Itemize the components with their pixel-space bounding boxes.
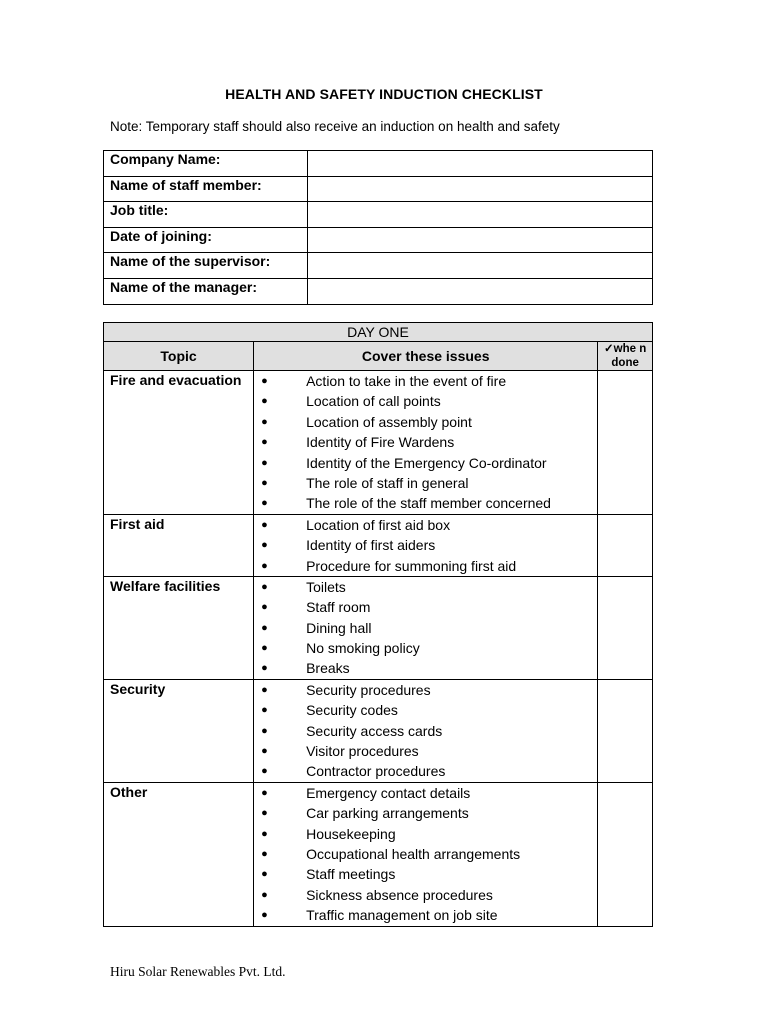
info-row (104, 227, 653, 253)
bullet-icon: ● (261, 909, 268, 922)
issues-list (254, 515, 597, 576)
bullet-icon: ● (261, 662, 268, 675)
issue-list-item (254, 761, 597, 781)
issues-list (254, 783, 597, 926)
done-checkbox-cell[interactable] (598, 679, 653, 782)
info-label: Name of the manager: (104, 278, 308, 304)
issue-text: The role of staff in general (306, 474, 469, 491)
issues-column-header: Cover these issues (254, 342, 598, 371)
info-value-field[interactable] (308, 253, 653, 279)
bullet-icon: ● (261, 807, 268, 820)
induction-note: Note: Temporary staff should also receive an induction on health and safety (110, 119, 560, 134)
staff-info-table (103, 150, 653, 305)
issue-text: Breaks (306, 660, 350, 677)
issue-text: Location of first aid box (306, 516, 451, 533)
issue-list-item (254, 700, 597, 720)
issue-text: Action to take in the event of fire (306, 373, 507, 389)
bullet-icon: ● (261, 518, 268, 531)
issue-text: Security access cards (306, 722, 443, 739)
done-checkbox-cell[interactable] (598, 782, 653, 926)
info-value-field[interactable] (308, 202, 653, 228)
info-row (104, 202, 653, 228)
issue-text: Sickness absence procedures (306, 886, 493, 903)
issue-list-item (254, 885, 597, 905)
info-row (104, 176, 653, 202)
section-issues (254, 782, 598, 926)
issue-text: Occupational health arrangements (306, 845, 521, 862)
bullet-icon: ● (261, 580, 268, 593)
issue-text: Visitor procedures (306, 743, 419, 760)
bullet-icon: ● (261, 847, 268, 860)
issue-text: Security procedures (306, 681, 431, 698)
bullet-icon: ● (261, 642, 268, 655)
issue-list-item (254, 824, 597, 844)
bullet-icon: ● (261, 888, 268, 901)
issue-text: The role of the staff member concerned (306, 495, 551, 512)
bullet-icon: ● (261, 456, 268, 469)
info-label: Company Name: (104, 151, 308, 177)
info-row (104, 278, 653, 304)
issue-list-item (254, 721, 597, 741)
issue-list-item (254, 493, 597, 513)
bullet-icon: ● (261, 436, 268, 449)
issue-list-item (254, 371, 597, 391)
day-one-checklist-table (103, 322, 653, 927)
bullet-icon: ● (261, 476, 268, 489)
info-value-field[interactable] (308, 227, 653, 253)
issue-text: Location of assembly point (306, 413, 472, 430)
section-topic: Welfare facilities (104, 576, 254, 679)
info-value-field[interactable] (308, 278, 653, 304)
issue-text: Traffic management on job site (306, 907, 498, 924)
checklist-section-row (104, 514, 653, 576)
done-column-header: ✓whe n done (598, 342, 653, 371)
topic-column-header: Topic (104, 342, 254, 371)
bullet-icon: ● (261, 559, 268, 572)
issue-list-item (254, 803, 597, 823)
section-issues (254, 371, 598, 515)
checklist-section-row (104, 576, 653, 679)
bullet-icon: ● (261, 724, 268, 737)
issue-list-item (254, 577, 597, 597)
day-label: DAY ONE (104, 323, 653, 342)
info-label: Job title: (104, 202, 308, 228)
bullet-icon: ● (261, 497, 268, 510)
bullet-icon: ● (261, 786, 268, 799)
issue-text: Dining hall (306, 619, 372, 636)
issue-list-item (254, 412, 597, 432)
issues-list (254, 577, 597, 679)
issue-text: Identity of the Emergency Co-ordinator (306, 454, 547, 471)
info-label: Name of staff member: (104, 176, 308, 202)
issue-list-item (254, 864, 597, 884)
section-issues (254, 679, 598, 782)
bullet-icon: ● (261, 745, 268, 758)
issue-list-item (254, 597, 597, 617)
bullet-icon: ● (261, 621, 268, 634)
issue-text: Location of call points (306, 393, 441, 410)
issue-list-item (254, 905, 597, 925)
section-topic: First aid (104, 514, 254, 576)
issue-text: Toilets (306, 578, 346, 595)
issue-list-item (254, 473, 597, 493)
issue-text: No smoking policy (306, 640, 420, 657)
bullet-icon: ● (261, 868, 268, 881)
checklist-section-row (104, 782, 653, 926)
bullet-icon: ● (261, 827, 268, 840)
document-title: HEALTH AND SAFETY INDUCTION CHECKLIST (225, 86, 543, 102)
issue-text: Car parking arrangements (306, 805, 469, 822)
issue-list-item (254, 618, 597, 638)
info-label: Name of the supervisor: (104, 253, 308, 279)
section-issues (254, 576, 598, 679)
issue-text: Contractor procedures (306, 763, 446, 780)
issue-list-item (254, 658, 597, 678)
bullet-icon: ● (261, 704, 268, 717)
bullet-icon: ● (261, 415, 268, 428)
issue-list-item (254, 844, 597, 864)
bullet-icon: ● (261, 601, 268, 614)
info-label: Date of joining: (104, 227, 308, 253)
issue-list-item (254, 391, 597, 411)
section-topic: Fire and evacuation (104, 371, 254, 515)
info-value-field[interactable] (308, 151, 653, 177)
issue-list-item (254, 638, 597, 658)
issue-text: Staff meetings (306, 866, 396, 883)
bullet-icon: ● (261, 765, 268, 778)
day-header-row (104, 323, 653, 342)
issues-list (254, 680, 597, 782)
section-topic: Security (104, 679, 254, 782)
issue-list-item (254, 432, 597, 452)
bullet-icon: ● (261, 395, 268, 408)
bullet-icon: ● (261, 375, 268, 387)
issue-text: Emergency contact details (306, 784, 471, 801)
issue-text: Staff room (306, 599, 371, 616)
info-value-field[interactable] (308, 176, 653, 202)
done-checkbox-cell[interactable] (598, 371, 653, 515)
issue-text: Identity of first aiders (306, 537, 436, 554)
issue-list-item (254, 535, 597, 555)
issue-text: Identity of Fire Wardens (306, 434, 455, 451)
done-checkbox-cell[interactable] (598, 576, 653, 679)
bullet-icon: ● (261, 539, 268, 552)
bullet-icon: ● (261, 683, 268, 696)
done-checkbox-cell[interactable] (598, 514, 653, 576)
section-issues (254, 514, 598, 576)
issue-text: Housekeeping (306, 825, 396, 842)
issue-list-item (254, 741, 597, 761)
issue-list-item (254, 783, 597, 803)
issues-list (254, 371, 597, 514)
column-header-row (104, 342, 653, 371)
section-topic: Other (104, 782, 254, 926)
info-row (104, 253, 653, 279)
issue-list-item (254, 680, 597, 700)
issue-list-item (254, 556, 597, 576)
issue-text: Procedure for summoning first aid (306, 557, 517, 574)
issue-list-item (254, 453, 597, 473)
info-row (104, 151, 653, 177)
checklist-section-row (104, 371, 653, 515)
issue-list-item (254, 515, 597, 535)
checklist-section-row (104, 679, 653, 782)
company-footer: Hiru Solar Renewables Pvt. Ltd. (110, 964, 286, 979)
issue-text: Security codes (306, 702, 398, 719)
